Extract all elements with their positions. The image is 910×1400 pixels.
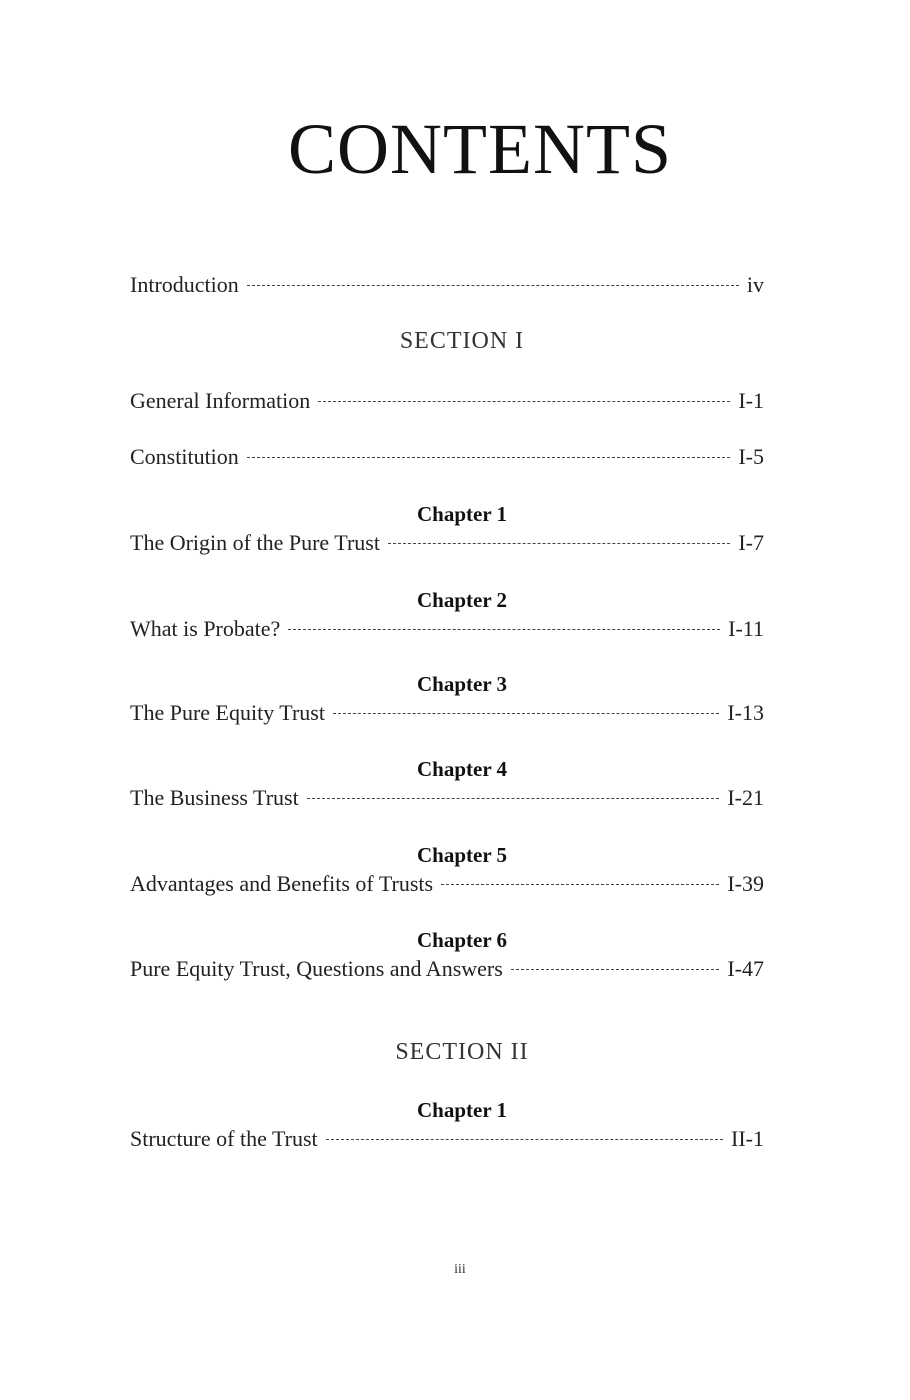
toc-entry-general-information[interactable] — [130, 388, 764, 414]
toc-entry-page: I-11 — [728, 616, 764, 641]
chapter-heading: Chapter 4 — [416, 757, 508, 781]
dot-leader — [318, 401, 730, 402]
toc-entry-chapter-6[interactable] — [130, 956, 764, 982]
toc-entry-chapter-2[interactable] — [130, 616, 764, 642]
dot-leader — [511, 969, 720, 970]
dot-leader — [333, 713, 719, 714]
toc-entry-page: I-13 — [727, 700, 764, 725]
chapter-heading: Chapter 6 — [416, 928, 508, 952]
toc-entry-page: I-21 — [727, 785, 764, 810]
toc-entry-page: I-7 — [738, 530, 764, 555]
toc-entry-page: I-5 — [738, 444, 764, 469]
toc-entry-label: The Pure Equity Trust — [130, 700, 325, 725]
toc-entry-page: II-1 — [731, 1126, 764, 1151]
toc-entry-label: Structure of the Trust — [130, 1126, 318, 1151]
toc-entry-chapter-4[interactable] — [130, 785, 764, 811]
chapter-heading: Chapter 1 — [416, 502, 508, 526]
toc-entry-label: Advantages and Benefits of Trusts — [130, 871, 434, 896]
chapter-heading: Chapter 2 — [416, 588, 508, 612]
chapter-heading: Chapter 1 — [416, 1098, 508, 1122]
dot-leader — [441, 884, 719, 885]
toc-entry-page: I-39 — [727, 871, 764, 896]
toc-entry-label: The Business Trust — [130, 785, 299, 810]
toc-entry-label: Introduction — [130, 272, 239, 297]
toc-entry-label: Pure Equity Trust, Questions and Answers — [130, 956, 503, 981]
section-heading-2: SECTION II — [395, 1039, 529, 1065]
dot-leader — [388, 543, 730, 544]
toc-entry-label: Constitution — [130, 444, 239, 469]
toc-entry-section-2-chapter-1[interactable] — [130, 1126, 764, 1152]
dot-leader — [326, 1139, 723, 1140]
toc-entry-page: iv — [746, 272, 764, 297]
toc-entry-label: General Information — [130, 388, 311, 413]
toc-entry-introduction[interactable] — [130, 272, 764, 298]
toc-entry-chapter-1[interactable] — [130, 530, 764, 556]
toc-entry-constitution[interactable] — [130, 444, 764, 470]
dot-leader — [307, 798, 720, 799]
toc-entry-label: What is Probate? — [130, 616, 281, 641]
page-number: iii — [454, 1262, 466, 1277]
dot-leader — [288, 629, 720, 630]
section-heading-1: SECTION I — [399, 328, 525, 354]
chapter-heading: Chapter 5 — [416, 843, 508, 867]
toc-entry-page: I-1 — [738, 388, 764, 413]
page-title: CONTENTS — [288, 109, 672, 189]
dot-leader — [247, 457, 731, 458]
chapter-heading: Chapter 3 — [416, 672, 508, 696]
toc-entry-label: The Origin of the Pure Trust — [130, 530, 380, 555]
dot-leader — [247, 285, 739, 286]
toc-entry-chapter-3[interactable] — [130, 700, 764, 726]
toc-entry-page: I-47 — [727, 956, 764, 981]
toc-entry-chapter-5[interactable] — [130, 871, 764, 897]
